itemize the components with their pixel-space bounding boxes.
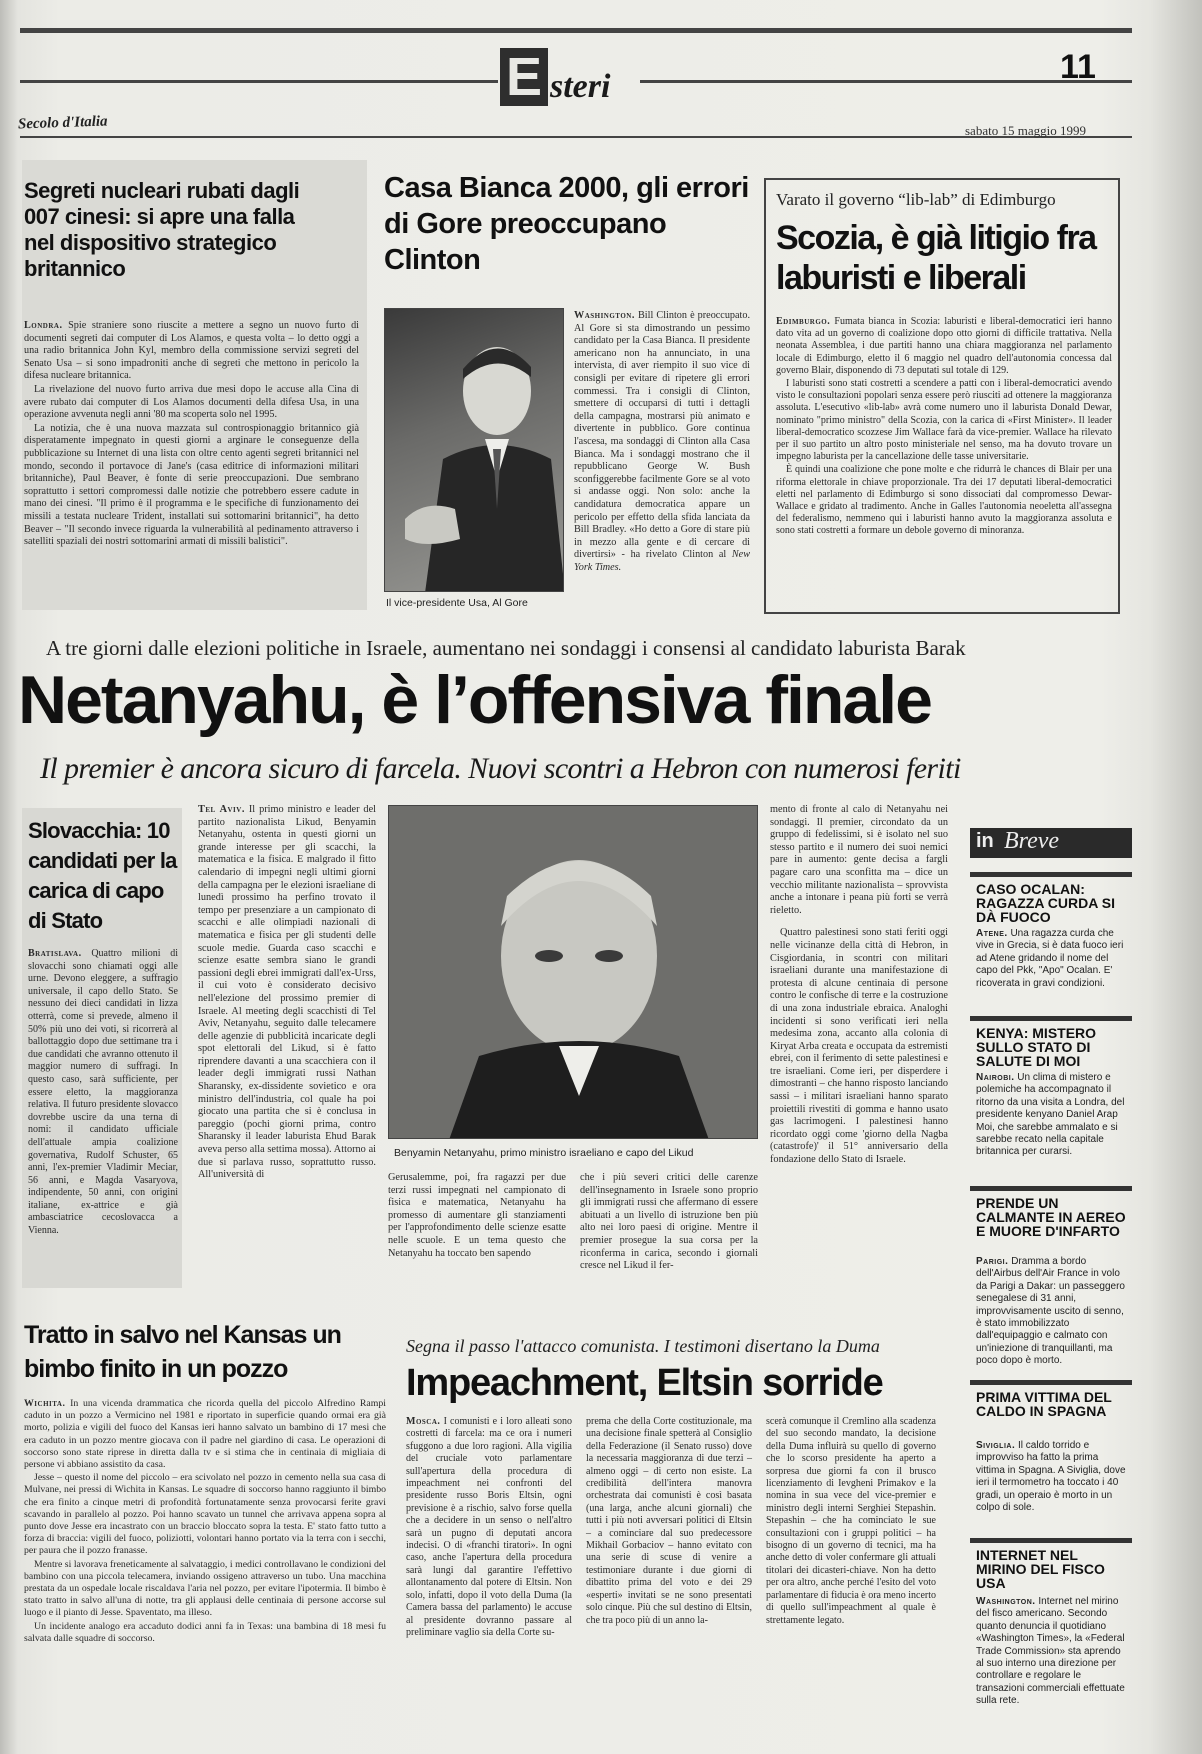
brief-dateline-5: Washington. [976, 1596, 1036, 1607]
eltsin-col1-text: I comunisti e i loro alleati sono costretti di farcela: ma ce ora i numeri sfuggono a due loro ragioni. Alla vigilia del cruciale voto parlamentare sull'apertura della procedura di impeachment nei confronti del presidente russo Boris Eltsin, ogni previsione è a rischio, salvo forse quella che a decidere in un senso o nell'altro sarà un pugno di deputati ancora indecisi. O di «franchi tiratori». In ogni caso, anche l'apertura della procedura sarà lungi dal garantire l'effettivo allontanamento dal potere di Eltsin. Non solo, infatti, dopo il voto della Duma (la Camera bassa del parlamento) le accuse al presidente dovranno passare al preliminare vaglio sia della Corte su- [406, 1416, 572, 1638]
brief-title-5: INTERNET NEL MIRINO DEL FISCO USA [976, 1547, 1105, 1591]
brief-title-3: PRENDE UN CALMANTE IN AEREO E MUORE D'INFARTO [976, 1195, 1126, 1239]
brief-dateline-3: Parigi. [976, 1256, 1009, 1267]
brief-rule-4 [970, 1380, 1132, 1385]
kansas-p2: Jesse – questo il nome del piccolo – era scivolato nel pozzo in cemento nella sua casa di Mulvane, nei pressi di Wichita in Kansas. Le squadre di soccorso hanno raggiunto il bimbo che era finito a cinque metri di profondità fortunatamente senza provocarsi ferite gravi scavando in parallelo al pozzo. Poi hanno scavato un tunnel che arrivava appena sopra al punto dove Jesse era incastrato con un braccio bloccato sopra la testa. E' stato fatto tutto a forza di braccia: vigili del fuoco, poliziotti, volontari hanno portato via la terra con i secchi, per paura che il pozzo franasse. [24, 1472, 386, 1557]
netanyahu-col1-text: Il primo ministro e leader del partito nazionalista Likud, Benyamin Netanyahu, ostenta in questi giorni un grande interesse per gli scacchi, la matematica e la fisica. E malgrado il fitto calendario di impegni negli ultimi giorni della campagna per le elezioni israeliane di lunedì prossimo ha perfino trovato il tempo per presenziare a un campionato di scacchi e alle olimpiadi nazionali di matematica e fisica per gli studenti delle scuole medie. Guarda caso scacchi e scienze esatte sembra siano le grandi passioni degli ebrei immigrati dall'ex-Urss, il cui voto è considerato decisivo nell'elezione del prossimo premier di Israele. Al meeting degli scacchisti di Tel Aviv, Netanyahu, seguito dalle telecamere delle agenzie di pubblicità incaricate degli spot elettorali del Likud, si è fatto riprendere davanti a una scacchiera con il leader degli immigrati russi Nathan Sharansky, ex-dissidente sovietico e ora ministro dell'industria, col quale ha poi giocato una partita che si è conclusa in pareggio (pochi giorni prima, contro Sharansky il leader laburista Ehud Barak aveva perso alla settima mossa). Attorno ai due si parlava russo, soprattutto russo. All'università di [198, 804, 377, 1181]
dateline-kansas: Wichita. [24, 1398, 66, 1409]
scotland-kicker: Varato il governo “lib-lab” di Edimburgo [776, 190, 1056, 209]
story-eltsin [394, 1322, 956, 1746]
gore-body: Bill Clinton è preoccupato. Al Gore si sta dimostrando un pessimo candidato per la Casa Bianca. Il presidente americano non ha annunciato, in una intervista, di aver riempito il suo vice di consigli per evitare di ripetere gli errori commessi. Tra i consigli di Clinton, smettere di occuparsi di tutti i dettagli della campagna, mostrarsi più animato e divertente in pubblico. Gore continua l'ascesa, ma sondaggi di Clinton alla Casa Bianca. Ma i sondaggi mostrano che il repubblicano George W. Bush sconfiggerebbe facilmente Gore se al voto si andasse oggi. Non solo: anche la candidatura democratica appare un pericolo per effetto della sfida lanciata da Bill Bradley. «Ho detto a Gore di stare più in mezzo alla gente e di cercare di divertirsi» - ha rivelato Clinton al [574, 310, 751, 561]
netanyahu-photo-caption: Benyamin Netanyahu, primo ministro israeliano e capo del Likud [394, 1147, 694, 1159]
headline-slovakia: Slovacchia: 10 candidati per la carica di capo di Stato [28, 818, 177, 933]
issue-date: sabato 15 maggio 1999 [965, 123, 1086, 138]
brief-text-1: Una ragazza curda che vive in Grecia, si è data fuoco ieri ad Atene gridando il nome del capo del Pkk, "Apo" Ocalan. E' ricoverata in gravi condizioni. [976, 928, 1124, 989]
brief-dateline-1: Atene. [976, 928, 1008, 939]
gore-photo [384, 308, 564, 592]
headline-eltsin: Impeachment, Eltsin sorride [406, 1362, 883, 1404]
dateline-netanyahu: Tel Aviv. [198, 804, 245, 815]
story-nuclear [22, 160, 367, 610]
section-name: steri [550, 68, 611, 105]
netanyahu-portrait-icon [389, 806, 758, 1139]
briefs-column [970, 810, 1136, 1710]
story-gore [380, 160, 750, 615]
eltsin-col2: prema che della Corte costituzionale, ma una decisione finale spetterà al Consiglio della Federazione (il Senato russo) dove la necessaria maggioranza di due terzi – almeno oggi – di certo non esiste. La credibilità dell'intera manovra orchestrata dai comunisti è così basata (una larga, anche alcuni giornali) che tutti i più noti avversari politici di Eltsin – a cominciare dal suo predecessore Mikhail Gorbaciov – hanno evitato con una serie di scuse di venire a testimoniare durante i due giorni di dibattito prima del voto e dei 29 «esperti» invitati se ne sono presentati solo cinque. Più che sul destino di Eltsin, che tra poco più di un anno la- [586, 1416, 752, 1626]
nuclear-p1: Spie straniere sono riuscite a mettere a segno un nuovo furto di documenti segreti dai computer di Los Alamos, e questa volta – lo detto oggi a una radio britannica John Kyl, membro della commissione servizi segreti del Senato Usa – si sono impadroniti anche di segreti che mettono in pericolo la difesa nucleare britannica. [24, 320, 360, 382]
body-slovakia [28, 948, 178, 1238]
briefs-title-initial: in [976, 830, 994, 852]
headline-kansas: Tratto in salvo nel Kansas un bimbo finito in un pozzo [24, 1321, 341, 1383]
brief-text-4: Il caldo torrido e improvviso ha fatto la prima vittima in Spagna. A Siviglia, dove ieri il termometro ha toccato i 40 gradi, un operaio è morto in un colpo di sole. [976, 1440, 1126, 1514]
briefs-title-rest: Breve [1004, 828, 1060, 854]
netanyahu-col4 [770, 804, 948, 1168]
header-rule-right [640, 80, 1132, 83]
netanyahu-photo [388, 805, 758, 1139]
slovakia-body: Quattro milioni di slovacchi sono chiamati oggi alle urne. Devono eleggere, a suffragio universale, il capo dello Stato. Se nessuno dei dieci candidati in lizza otterrà, come si prevede, almeno il 50% più uno dei voti, si ricorrerà al ballottaggio dopo due settimane tra i due candidati che avranno ottenuto il maggior numero di suffragi. In questo caso, sarà sufficiente, per essere eletto, la maggioranza relativa. Il futuro presidente slovacco dovrebbe uscire da una terna di nomi: il candidato ufficiale dell'attuale ampia coalizione governativa, Rudolf Schuster, 65 anni, l'ex-premier Vladimir Meciar, 56 anni, e Magda Vasaryova, indipendente, 50 anni, con origini italiane, ex-attrice e già ambasciatrice cecoslovacca a Vienna. [28, 948, 178, 1237]
dateline-nuclear: Londra. [24, 320, 63, 331]
brief-rule-2 [970, 1016, 1132, 1021]
netanyahu-col2: Gerusalemme, poi, fra ragazzi per due terzi russi impegnati nel campionato di fisica e matematica, Netanyahu ha promesso di aumentare gli stanziamenti per l'approfondimento delle scienze esatte nelle scuole. E un tema questo che Netanyahu ha toccato ben sapendo [388, 1172, 566, 1259]
gore-source: New York Times. [574, 549, 751, 573]
eltsin-col3: scerà comunque il Cremlino alla scadenza del suo secondo mandato, la decisione della Duma influirà su quello di governo che lo scorso presidente ha aperto a sorpresa due giorni fa con il brusco licenziamento di Ievgheni Primakov e la nomina in sua vece del vice-premier e ministro degli interni Serghiei Stepashin. Stepashin – che ha cominciato le sue consultazioni con i gruppi politici – ha bisogno di un governo di tecnici, ma ha anche detto di voler confermare gli attuali titolari dei dicasteri-chiave. Non ha detto per ora altro, anche perché l'esito del voto parlamentare di fiducia è ora meno incerto di quello sull'impeachment al quale è strettamente legato. [766, 1416, 936, 1626]
page-number: 11 [1060, 48, 1096, 86]
kansas-p3: Mentre si lavorava freneticamente al salvataggio, i medici controllavano le condizioni del bambino con una piccola telecamera, inviando ossigeno attraverso un tubo. Una macchina prestata da un ospedale locale riscaldava l'aria nel pozzo, per evitare l'ipotermia. Il bimbo è stato tratto in salvo all'una di notte, tra gli applausi delle centinaia di persone accorse sul luogo e il pianto di Jesse. Spaventato, ma illeso. [24, 1558, 386, 1619]
header-top-rule [20, 28, 1132, 33]
body-nuclear [24, 320, 359, 550]
story-scotland [764, 178, 1120, 614]
headline-nuclear: Segreti nucleari rubati dagli 007 cinesi: si apre una falla nel dispositivo strategico britannico [24, 178, 300, 281]
body-kansas [24, 1398, 386, 1646]
eltsin-col1 [406, 1416, 572, 1639]
brief-body-5 [976, 1596, 1126, 1708]
section-title [500, 47, 640, 110]
brief-body-1 [976, 928, 1126, 990]
brief-text-3: Dramma a bordo dell'Airbus dell'Air France in volo da Parigi a Dakar: un passeggero senegalese di 31 anni, improvvisamente uscito di senno, è stato immobilizzato dall'equipaggio e calmato con un'iniezione di tranquillanti, ma poco dopo è morto. [976, 1256, 1125, 1367]
brief-title-2: KENYA: MISTERO SULLO STATO DI SALUTE DI MOI [976, 1025, 1097, 1069]
nuclear-p3: La notizia, che è una nuova mazzata sul controspionaggio britannico già disperatamente impegnato in questi giorni a arginare le conseguenze della pubblicazione su Internet di una lista con oltre cento agenti segreti britannici nel mondo, secondo il portavoce di Jane's (casa editrice di informazioni militari britanniche), Paul Beaver, è fonte di serie preoccupazioni. Due sembrano soprattutto i settori compromessi dalle notizie che potrebbero essere cadute in mano dei cinesi. "Il primo è il programma e le specifiche di funzionamento dei missili a testata nucleare Trident, installati sui sottomarini britannici", ha detto Beaver – "Il secondo invece riguarda la vulnerabilità al pedinamento attraverso i satelliti spaziali dei nostri sottomarini armati di missili balistici". [24, 422, 359, 548]
page-edge-shadow [1150, 0, 1202, 1754]
briefs-header [970, 828, 1132, 858]
netanyahu-col4-text: mento di fronte al calo di Netanyahu nei sondaggi. Il premier, circondato da un gruppo di fedelissimi, si è isolato nel suo stesso partito e il numero dei suoi nemici pare in aumento: gente decisa a fargli pagare caro una sconfitta ma – dice un vecchio militante nazionalista – sprovvista anche a intonare i peana più forti se verrà rieletto. [770, 804, 948, 916]
brief-body-2 [976, 1072, 1126, 1159]
brief-text-2: Un clima di mistero e polemiche ha accompagnato il ritorno da una visita a Londra, del presidente kenyano Daniel Arap Moi, che sarebbe ammalato e si sarebbe recato nella capitale britannica per curarsi. [976, 1072, 1125, 1158]
header-rule-left [20, 80, 498, 83]
brief-text-5: Internet nel mirino del fisco americano. Secondo quanto denuncia il quotidiano «Washington Times», la «Federal Trade Commission» sta aprendo al suo interno una direzione per controllare e regolare le transazioni commerciali effettuate sulla rete. [976, 1596, 1125, 1707]
netanyahu-kicker: A tre giorni dalle elezioni politiche in Israele, aumentano nei sondaggi i consensi al candidato laburista Barak [46, 636, 966, 660]
headline-gore: Casa Bianca 2000, gli errori di Gore preoccupano Clinton [384, 172, 749, 276]
brief-body-4 [976, 1440, 1126, 1514]
body-gore [574, 310, 750, 574]
scotland-p3: È quindi una coalizione che pone molte e che ridurrà le chances di Blair per una riforma elettorale in chiave proporzionale. Tra dei 17 deputati liberal-democratici eletti nel parlamento di Edimburgo si sono dissociati dal compromesso Dewar-Wallace e gridato al tradimento. Anche in Galles l'autonomia neoeletta all'assegna del federalismo, nemmeno qui i laburisti hanno avuto la maggioranza assoluta e sono stati costretti a formare un debole governo di minoranza. [776, 464, 1112, 537]
body-scotland [776, 316, 1112, 539]
brief-rule-1 [970, 872, 1132, 877]
brief-title-1: CASO OCALAN: RAGAZZA CURDA SI DÀ FUOCO [976, 881, 1115, 925]
dateline-eltsin: Mosca. [406, 1416, 441, 1427]
scotland-p1: Fumata bianca in Scozia: laburisti e liberal-democratici ieri hanno dato vita ad un governo di coalizione dopo otto giorni di difficile trattativa. Nella neonata Assemblea, i due partiti hanno una chiara maggioranza nel parlamento locale di Edimburgo, eletto il 6 maggio nel quadro dell'autonomia concessa dal governo Blair, disponendo di 73 deputati sul totale di 129. [776, 316, 1112, 376]
netanyahu-col4b-text: Quattro palestinesi sono stati feriti oggi nelle vicinanze della città di Hebron, in Cisgiordania, in scontri con militari israeliani durante una manifestazione di protesta di alcune centinaia di persone contro le confische di terre e la costruzione di una zona industriale ebraica. Analoghi incidenti si sono verificati ieri nella medesima zona, accanto alla colonia di Kiryat Arba creata e occupata da estremisti ebrei, con il ferimento di sette palestinesi e tre israeliani. Come ieri, per disperdere i dimostranti – che hanno risposto lanciando sassi – i militari israeliani hanno sparato proiettili rivestiti di gomma e hanno usato gas lacrimogeni. I palestinesi hanno ricordato oggi come 'giorno della Nagba (catastrofe)' il 51° anniversario della fondazione dello Stato di Israele. [770, 927, 948, 1166]
brief-rule-5 [970, 1538, 1132, 1543]
nuclear-p2: La rivelazione del nuovo furto arriva due mesi dopo le accuse alla Cina di avere rubato dai computer di Los Alamos documenti della difesa Usa, in una operazione avvenuta negli anni '80 ma scoperta solo nel 1995. [24, 383, 359, 421]
headline-scotland: Scozia, è già litigio fra laburisti e liberali [776, 219, 1096, 297]
netanyahu-col1 [198, 804, 376, 1182]
scotland-p2: I laburisti sono stati costretti a scendere a patti con i liberal-democratici avendo visto le consultazioni popolari senza essere però riusciti ad ottenere la maggioranza assoluta. L'esecutivo «lib-lab» avrà come numero uno il laburista Donald Dewar, nominato "primo ministro" della Scozia, con la carica di «First Minister». Il leader liberal-democratico scozzese Jim Wallace farà da vice-premier. Wallace ha rilevato per il suo partito un altro posto ministeriale nel senso, ma ha dovuto trovare un impegno laburista per la cancellazione delle tasse universitarie. [776, 378, 1112, 463]
brief-dateline-2: Nairobi. [976, 1072, 1015, 1083]
netanyahu-col3: che i più severi critici delle carenze dell'insegnamento in Israele sono proprio gli immigrati russi che affermano di essere abituati a un livello di istruzione ben più alto nei loro paesi di origine. Mentre il premier prosegue la sua corsa per la riconferma in carica, secondo i giornali cresce nel Likud il fer- [580, 1172, 758, 1272]
netanyahu-subheadline: Il premier è ancora sicuro di farcela. Nuovi scontri a Hebron con numerosi feriti [40, 752, 961, 785]
dateline-gore: Washington. [574, 310, 635, 321]
brief-rule-3 [970, 1186, 1132, 1191]
masthead: Secolo d'Italia [17, 113, 108, 133]
dateline-slovakia: Bratislava. [28, 948, 82, 959]
story-kansas [20, 1306, 388, 1746]
gore-photo-caption: Il vice-presidente Usa, Al Gore [386, 597, 528, 609]
netanyahu-headline: Netanyahu, è l’offensiva finale [18, 662, 931, 738]
story-slovakia [22, 808, 182, 1288]
section-initial: E [500, 48, 548, 106]
brief-title-4: PRIMA VITTIMA DEL CALDO IN SPAGNA [976, 1389, 1112, 1419]
gore-portrait-icon [385, 309, 564, 592]
brief-dateline-4: Siviglia. [976, 1440, 1016, 1451]
brief-body-3 [976, 1256, 1126, 1368]
dateline-scotland: Edimburgo. [776, 316, 831, 327]
kansas-p1: In una vicenda drammatica che ricorda quella del piccolo Alfredino Rampi caduto in un pozzo a Vermicino nel 1981 e riportato in superficie quando ormai era già morto, polizia e vigili del fuoco del Kansas ieri hanno salvato un bambino di 17 mesi che era caduto in un pozzo mentre giocava con il padre nel giardino di casa. Le operazioni di soccorso sono state riprese in diretta dalla tv e si stima che in centinaia di migliaia di persone vi abbiano assistito da casa. [24, 1398, 386, 1471]
kansas-p4: Un incidente analogo era accaduto dodici anni fa in Texas: una bambina di 18 mesi fu salvata dalle squadre di soccorso. [24, 1620, 386, 1644]
eltsin-kicker: Segna il passo l'attacco comunista. I testimoni disertano la Duma [406, 1336, 880, 1356]
